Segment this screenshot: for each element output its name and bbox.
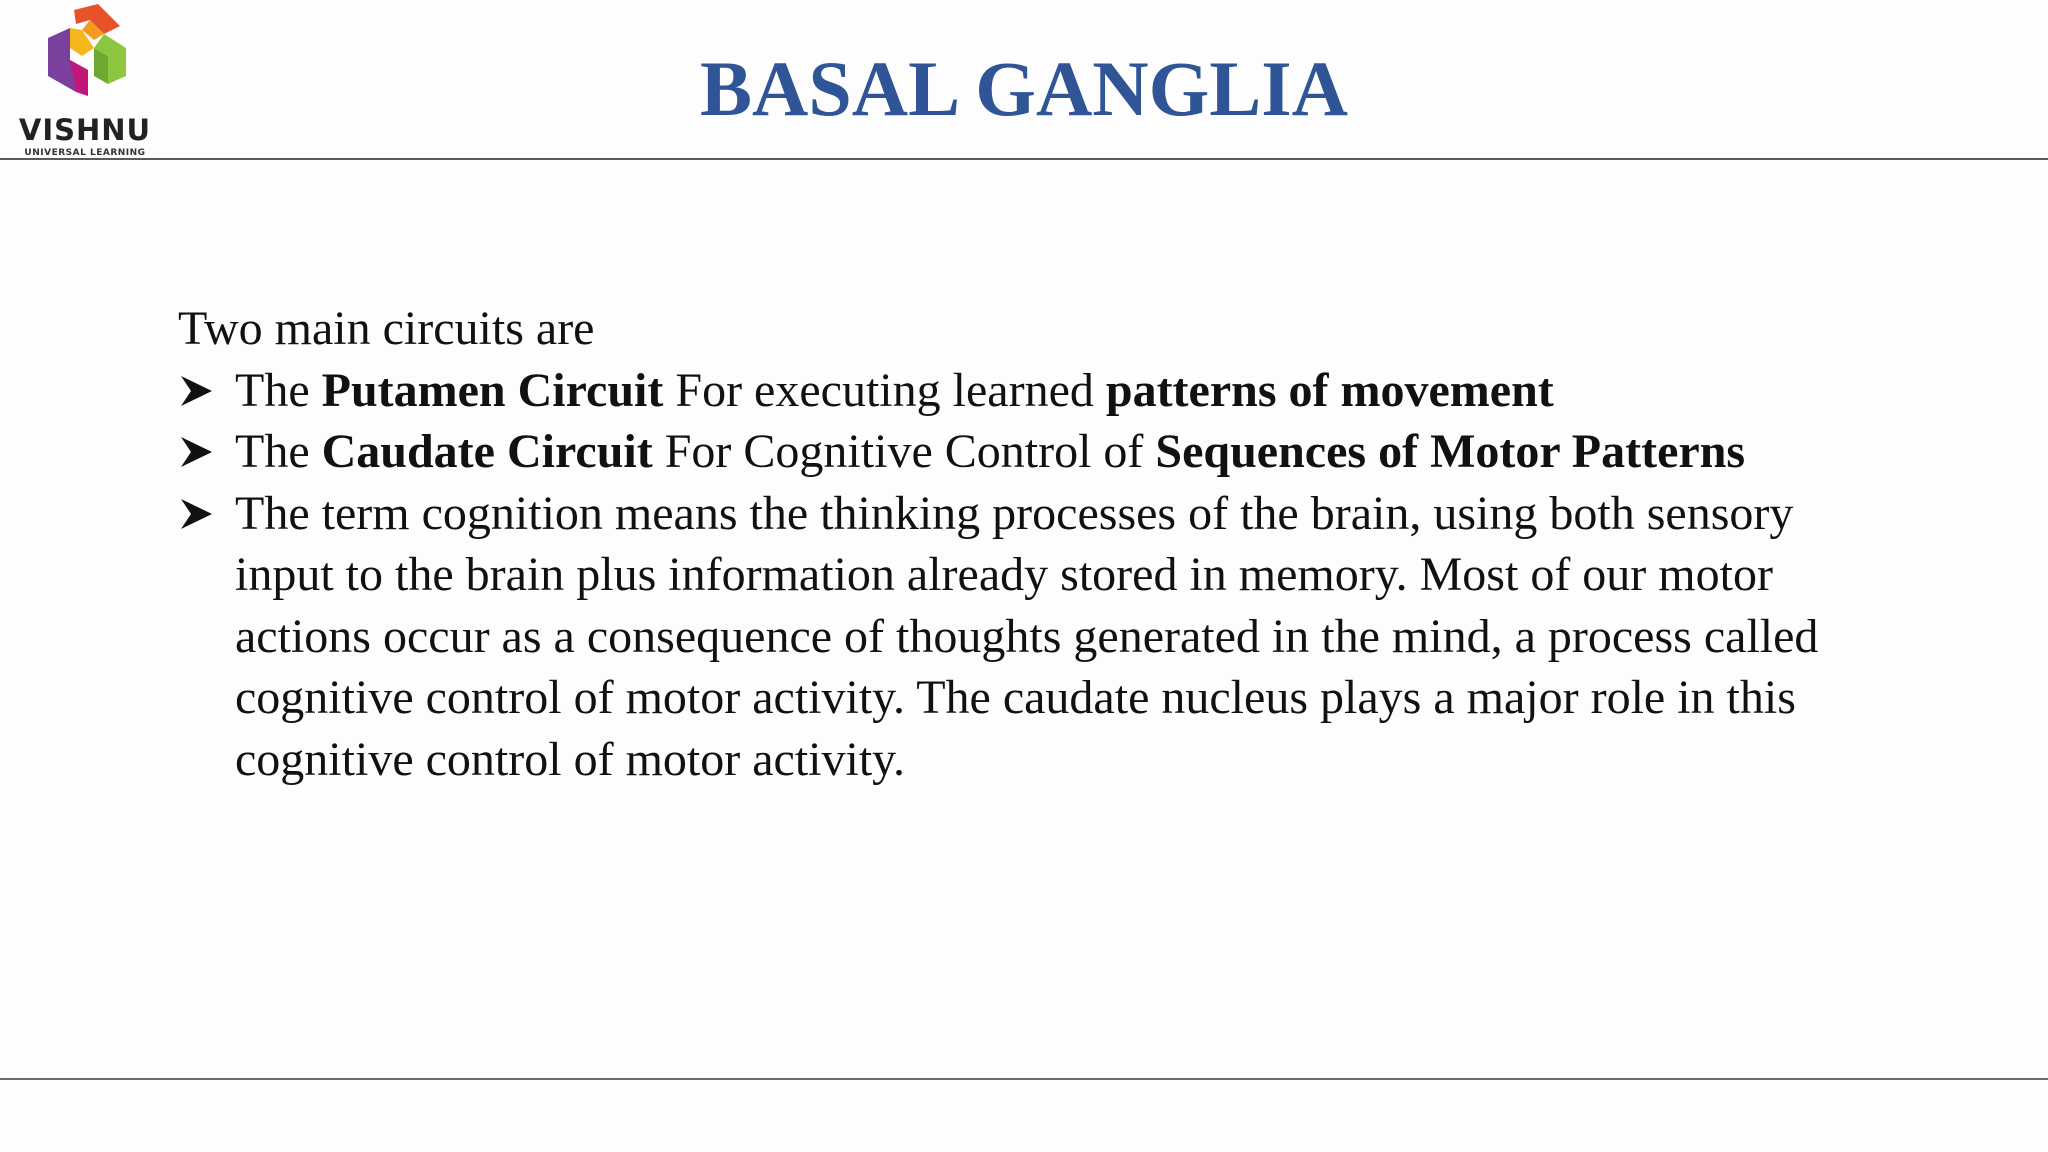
logo-name: VISHNU [18,113,152,147]
bullet-bold-term: Putamen Circuit [321,363,664,417]
bullet-text: For executing learned [663,363,1106,417]
footer-divider [0,1078,2048,1080]
bullet-bold-phrase: Sequences of Motor Patterns [1155,425,1746,478]
bullet-text: The [235,363,322,417]
bullet-text: For Cognitive Control of [652,425,1156,478]
arrowhead-bullet-icon [178,483,218,545]
logo-tagline: UNIVERSAL LEARNING [24,148,146,158]
slide-body [178,298,1878,790]
bullet-cognition-definition [178,483,1878,791]
slide-title: BASAL GANGLIA [700,45,1348,132]
arrowhead-bullet-icon [178,360,218,422]
header-divider [0,158,2048,160]
bullet-bold-phrase: patterns of movement [1105,363,1554,417]
bullet-bold-term: Caudate Circuit [321,425,653,478]
bullet-putamen-circuit [178,360,1878,422]
arrowhead-bullet-icon [178,421,218,483]
intro-text: Two main circuits are [178,302,595,355]
bullet-paragraph: The term cognition means the thinking processes of the brain, using both sensory input to the brain plus information already stored in memory. Most of our motor actions occur as a consequence of thoughts generated in the mind, a process called cognitive control of motor activity. The caudate nucleus plays a major role in this cognitive control of motor activity. [235,486,1819,786]
bullet-text: The [235,425,322,478]
bullet-caudate-circuit [178,421,1878,483]
